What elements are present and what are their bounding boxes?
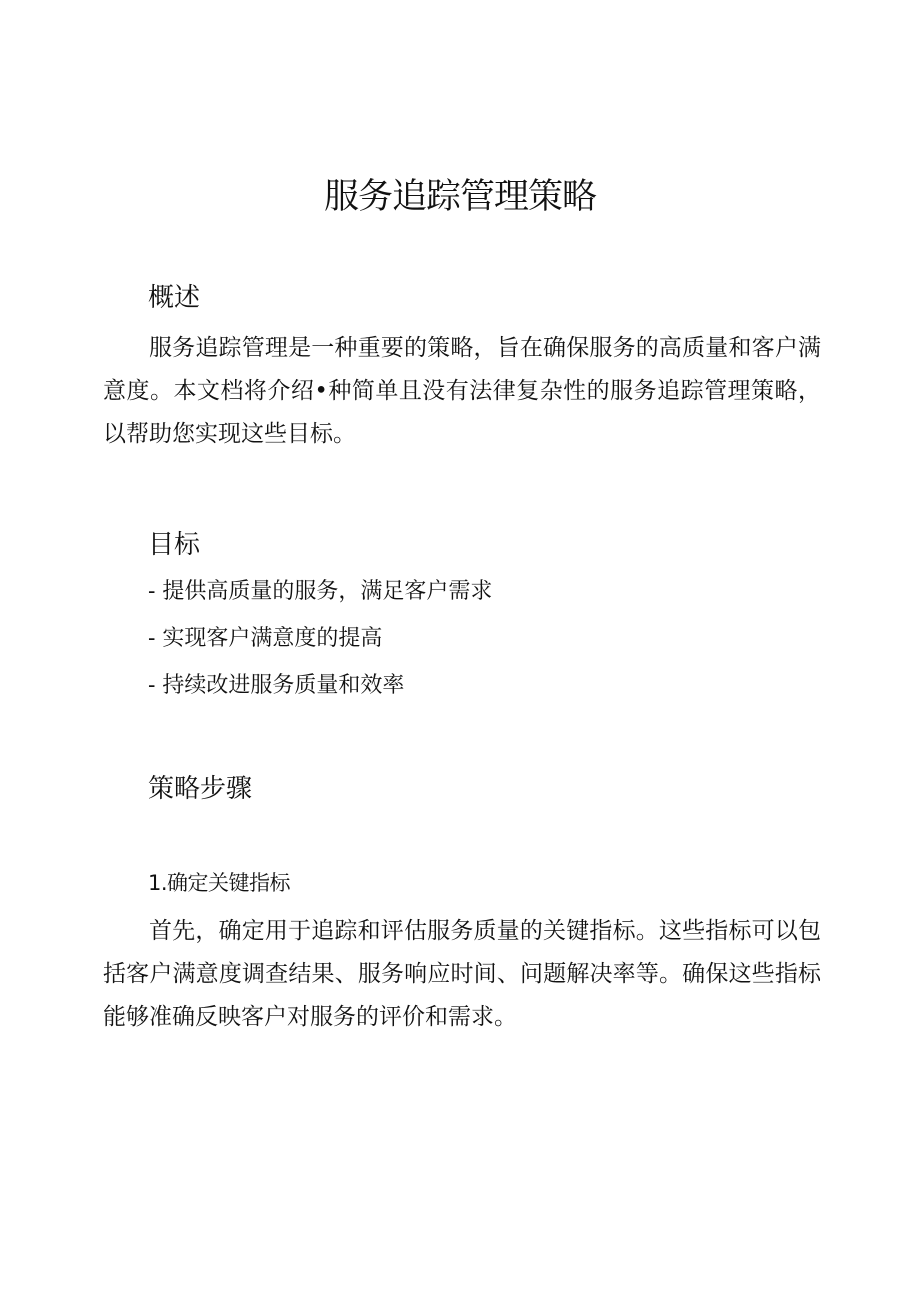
overview-paragraph: 服务追踪管理是一种重要的策略，旨在确保服务的高质量和客户满意度。本文档将介绍•种简单且没有法律复杂性的服务追踪管理策略，以帮助您实现这些目标。: [103, 335, 821, 447]
section-heading-strategy-steps: 策略步骤: [148, 774, 253, 804]
section-heading-overview: 概述: [148, 283, 201, 313]
list-item: - 持续改进服务质量和效率: [148, 673, 405, 698]
goals-list: [148, 577, 492, 718]
list-item: - 提供高质量的服务，满足客户需求: [148, 579, 493, 604]
section-heading-goals: 目标: [148, 530, 201, 560]
key-metrics-paragraph: 首先，确定用于追踪和评估服务质量的关键指标。这些指标可以包括客户满意度调查结果、服务响应时间、问题解决率等。确保这些指标能够准确反映客户对服务的评价和需求。: [103, 918, 821, 1030]
list-item: - 实现客户满意度的提高: [148, 626, 383, 651]
document-title: 服务追踪管理策略: [323, 177, 596, 217]
subsection-heading-key-metrics: 1.确定关键指标: [148, 871, 291, 895]
